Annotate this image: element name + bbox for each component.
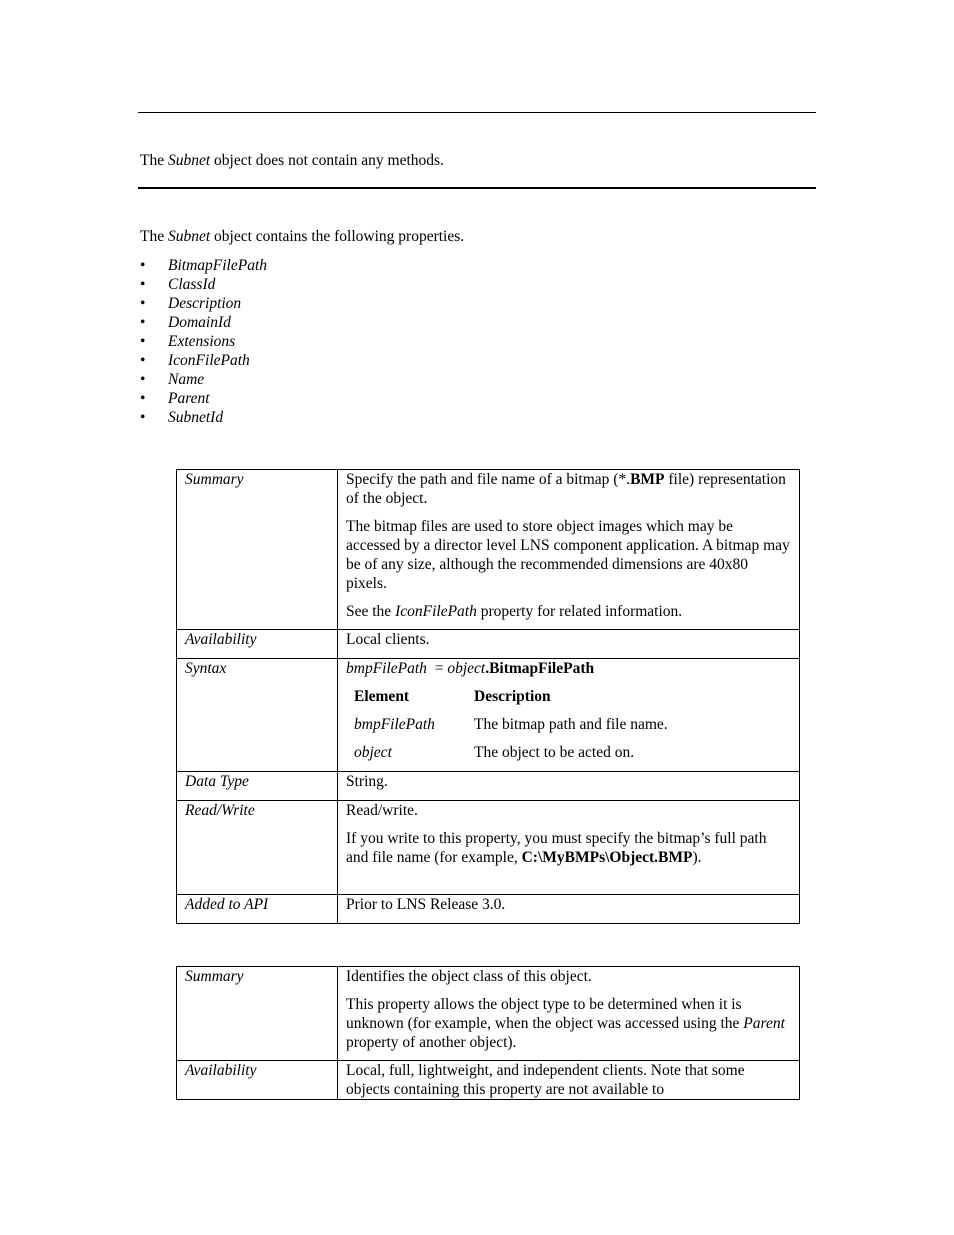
list-item: • ClassId: [140, 276, 216, 293]
table-row: [177, 967, 800, 1061]
table-row: [177, 772, 800, 801]
summary-label: Summary: [177, 967, 338, 1061]
availability-label: Availability: [177, 630, 338, 659]
added-label: Added to API: [177, 895, 338, 924]
list-item: • IconFilePath: [140, 352, 250, 369]
summary-label: Summary: [177, 470, 338, 630]
readwrite-cell: Read/write. If you write to this property, you must specify the bitmap’s full path and file name (for example, C:\MyBMPs\Object.BMP).: [338, 801, 800, 895]
availability-cell: Local clients.: [338, 630, 800, 659]
list-item: • DomainId: [140, 314, 231, 331]
list-item: • Parent: [140, 390, 210, 407]
table-row: bmpFilePath The bitmap path and file name.: [354, 716, 668, 733]
list-item: • Name: [140, 371, 205, 388]
bitmapfilepath-table: [176, 469, 800, 924]
list-item: • Extensions: [140, 333, 236, 350]
summary-cell: Identifies the object class of this object. This property allows the object type to be determined when it is unknown (for example, when the object was accessed using the Parent property of another object).: [338, 967, 800, 1061]
classid-table: [176, 966, 800, 1100]
added-cell: Prior to LNS Release 3.0.: [338, 895, 800, 924]
table-row: [177, 1061, 800, 1100]
list-item: • SubnetId: [140, 409, 224, 426]
datatype-label: Data Type: [177, 772, 338, 801]
syntax-label: Syntax: [177, 659, 338, 772]
top-rule: [138, 112, 816, 113]
methods-text: The Subnet object does not contain any methods.: [140, 152, 444, 169]
section-rule: [138, 187, 816, 189]
readwrite-label: Read/Write: [177, 801, 338, 895]
list-item: • Description: [140, 295, 242, 312]
table-row: [177, 630, 800, 659]
table-row: [177, 895, 800, 924]
table-row: object The object to be acted on.: [354, 744, 635, 761]
summary-cell: Specify the path and file name of a bitmap (*.BMP file) representation of the object. The bitmap files are used to store object images which may be accessed by a director level LNS component application. A bitmap may be of any size, although the recommended dimensions are 40x80 pixels. See the IconFilePath property for related information.: [338, 470, 800, 630]
list-item: • BitmapFilePath: [140, 257, 268, 274]
table-row: [177, 470, 800, 630]
availability-cell: Local, full, lightweight, and independent clients. Note that some objects containing this property are not available to: [338, 1061, 800, 1100]
properties-text: The Subnet object contains the following properties.: [140, 228, 465, 245]
datatype-cell: String.: [338, 772, 800, 801]
properties-list: [140, 256, 267, 427]
table-row: Element Description: [354, 688, 551, 705]
table-row: [177, 659, 800, 772]
availability-label: Availability: [177, 1061, 338, 1100]
syntax-elements-table: [346, 687, 791, 769]
table-row: [177, 801, 800, 895]
syntax-cell: bmpFilePath = object.BitmapFilePath Element Description bmpFilePath The bitmap path and file name. object The object to be acted on.: [338, 659, 800, 772]
